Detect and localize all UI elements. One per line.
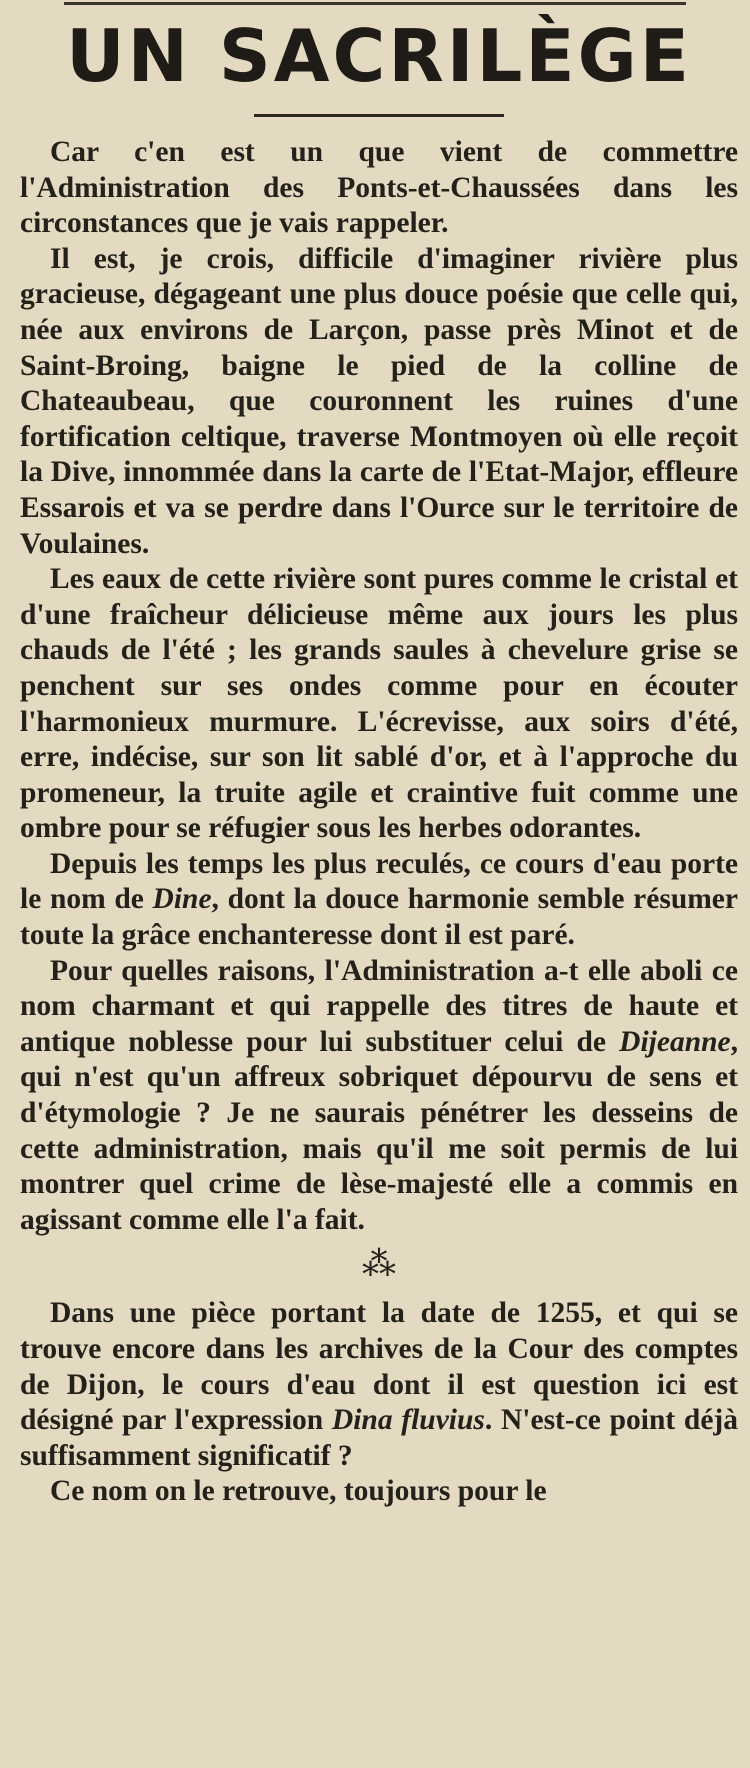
paragraph-2: Il est, je crois, difficile d'imaginer rivière plus gracieuse, dégageant une plus douce poésie que celle qui, née aux environs de Larçon, passe près Minot et de Saint-Broing, baigne le pied de la colline de Chateaubeau, que couronnent les ruines d'une fortification celtique, traverse Montmoyen où elle reçoit la Dive, innommée dans la carte de l'Etat-Major, effleure Essarois et va se perdre dans l'Ource sur le territoire de Voulaines. bbox=[20, 242, 738, 560]
paragraph-3: Les eaux de cette rivière sont pures comme le cristal et d'une fraîcheur délicieuse même aux jours les plus chauds de l'été ; les grands saules à chevelure grise se penchent sur ses ondes comme pour en écouter l'harmonieux murmure. L'écrevisse, aux soirs d'été, erre, indécise, sur son lit sablé d'or, et à l'approche du promeneur, la truite agile et craintive fuit comme une ombre pour se réfugier sous les herbes odorantes. bbox=[20, 563, 738, 845]
article-body bbox=[20, 135, 738, 1510]
paragraph-7: Ce nom on le retrouve, toujours pour le bbox=[50, 1475, 547, 1508]
paragraph-1: Car c'en est un que vient de commettre l'Administration des Ponts-et-Chaussées dans les circonstances que je vais rappeler. bbox=[20, 136, 738, 240]
section-asterism: ⁂ bbox=[362, 1246, 396, 1284]
river-name-dine: Dine bbox=[152, 883, 212, 916]
paragraph-4: Depuis les temps les plus reculés, ce cours d'eau porte le nom de Dine, dont la douce harmonie semble résumer toute la grâce enchanteresse dont il est paré. bbox=[20, 847, 738, 952]
title-divider bbox=[254, 114, 504, 117]
article-title: UN SACRILÈGE bbox=[66, 14, 692, 98]
latin-name-dina-fluvius: Dina fluvius bbox=[331, 1404, 485, 1437]
top-rule bbox=[64, 2, 686, 5]
river-name-dijeanne: Dijeanne bbox=[619, 1025, 731, 1058]
paragraph-6: Dans une pièce portant la date de 1255, et qui se trouve encore dans les archives de la Cour des comptes de Dijon, le cours d'eau dont il est question ici est désigné par l'expression Dina fluvius. N'est-ce point déjà suffisamment significatif ? bbox=[20, 1297, 738, 1472]
paragraph-5: Pour quelles raisons, l'Administration a-t elle aboli ce nom charmant et qui rappelle des titres de haute et antique noblesse pour lui substituer celui de Dijeanne, qui n'est qu'un affreux sobriquet dépourvu de sens et d'étymologie ? Je ne saurais pénétrer les desseins de cette administration, mais qu'il me soit permis de lui montrer quel crime de lèse-majesté elle a commis en agissant comme elle l'a fait. bbox=[20, 954, 738, 1236]
